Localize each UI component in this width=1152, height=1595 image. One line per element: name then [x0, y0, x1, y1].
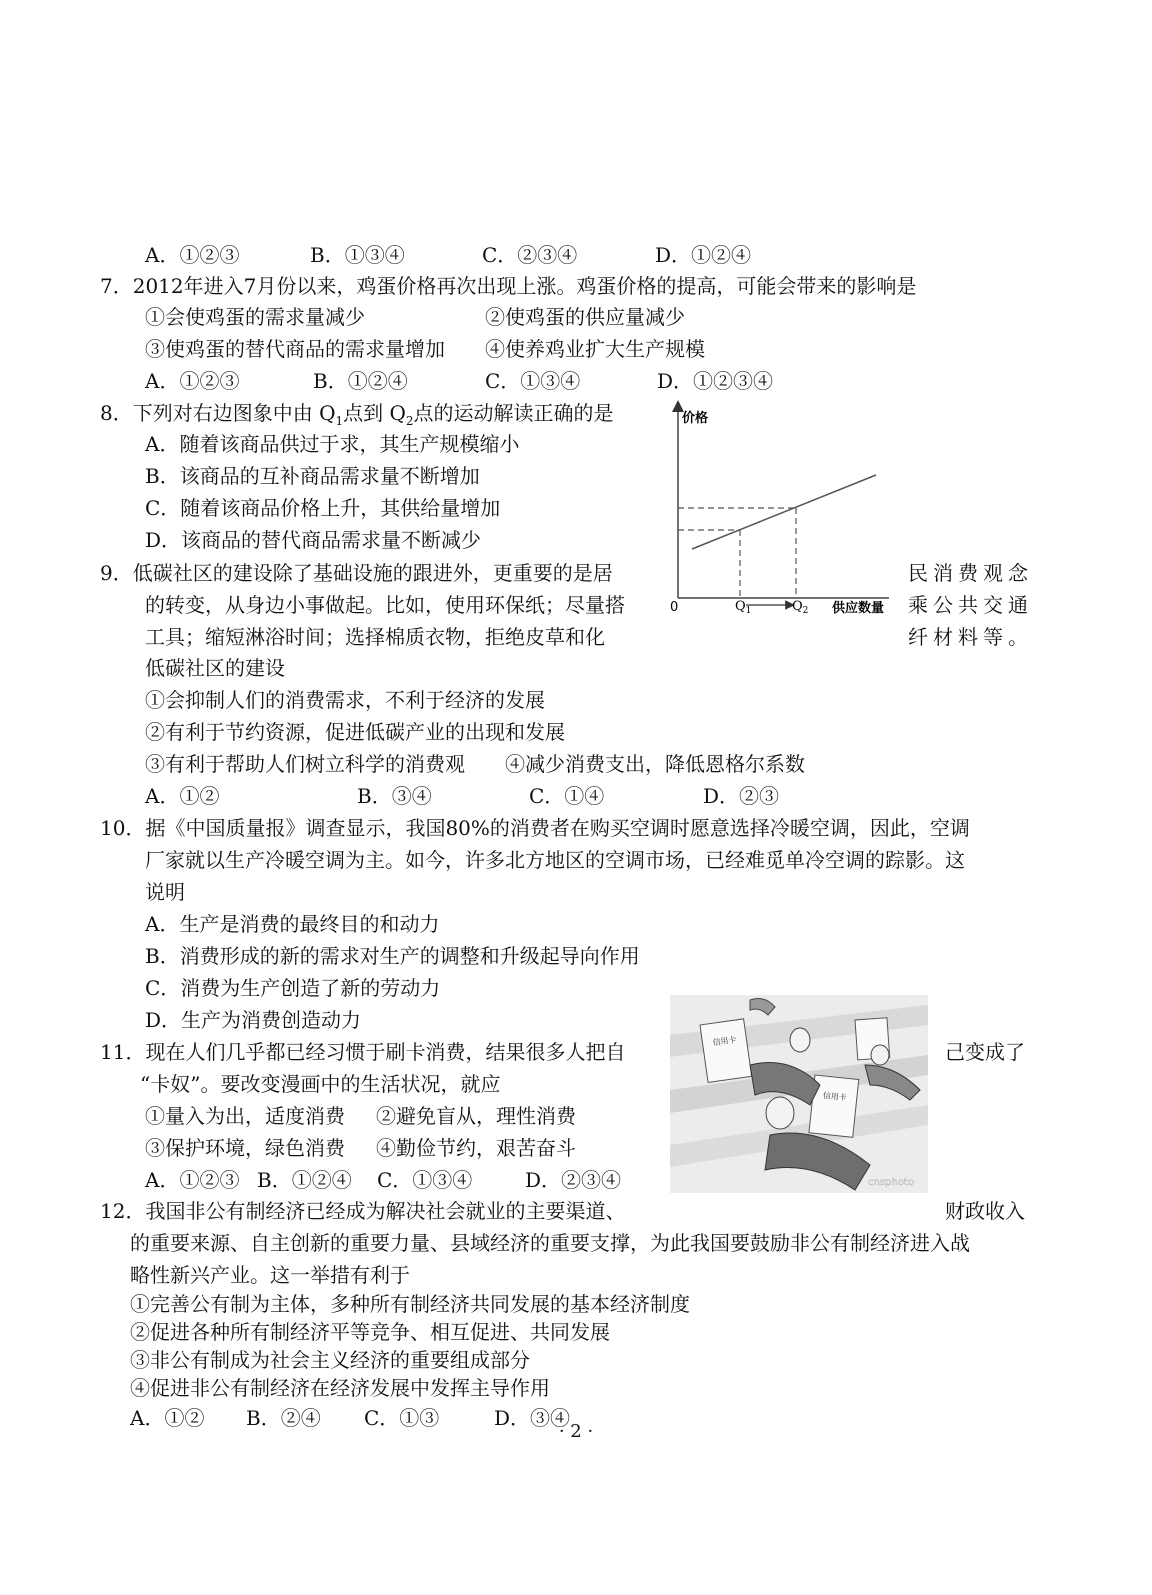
- q12-line-1-right: 财政收入: [945, 1199, 1025, 1223]
- q11-option-c: C．①③④: [377, 1168, 473, 1192]
- svg-text:信用卡: 信用卡: [711, 1035, 738, 1048]
- y-axis-label: 价格: [682, 411, 709, 426]
- supply-curve: [692, 475, 876, 549]
- q12-statement-1: ①完善公有制为主体，多种所有制经济共同发展的基本经济制度: [130, 1292, 690, 1316]
- origin-label: 0: [670, 600, 679, 615]
- cartoon-drawing: [670, 995, 928, 1193]
- q9-option-d: D．②③: [703, 784, 780, 808]
- q7-stem: 7．2012年进入7月份以来，鸡蛋价格再次出现上涨。鸡蛋价格的提高，可能会带来的影响是: [100, 274, 917, 298]
- q10-line-2: 厂家就以生产冷暖空调为主。如今，许多北方地区的空调市场，已经难觅单冷空调的踪影。这: [145, 848, 965, 872]
- q7-statement-2: ②使鸡蛋的供应量减少: [485, 305, 685, 329]
- q8-option-a: A．随着该商品供过于求，其生产规模缩小: [145, 432, 520, 456]
- q7-option-b: B．①②④: [313, 369, 408, 393]
- q11-statement-2: ②避免盲从，理性消费: [376, 1104, 576, 1128]
- q2-label: $Q_2$: [792, 599, 809, 616]
- q10-line-3: 说明: [145, 880, 185, 904]
- q12-statement-3: ③非公有制成为社会主义经济的重要组成部分: [130, 1348, 530, 1372]
- q6-options: [145, 241, 751, 269]
- q11-line-1-left: 11．现在人们几乎都已经习惯于刷卡消费，结果很多人把自: [100, 1040, 626, 1064]
- q6-option-a: A．①②③: [145, 243, 240, 267]
- q8-option-d: D．该商品的替代商品需求量不断减少: [145, 528, 482, 552]
- q9-line-4: 低碳社区的建设: [145, 656, 285, 680]
- q10-line-1: 10．据《中国质量报》调查显示，我国80%的消费者在购买空调时愿意选择冷暖空调，因此，空调: [100, 816, 970, 840]
- q7-option-a: A．①②③: [145, 369, 240, 393]
- q9-option-b: B．③④: [357, 784, 432, 808]
- q12-option-b: B．②④: [246, 1406, 321, 1430]
- q1-label: $Q_1$: [735, 599, 752, 616]
- q7-option-d: D．①②③④: [657, 369, 774, 393]
- q7-option-c: C．①③④: [485, 369, 581, 393]
- q10-option-c: C．消费为生产创造了新的劳动力: [145, 976, 441, 1000]
- q9-option-c: C．①④: [529, 784, 605, 808]
- q9-statement-3: ③有利于帮助人们树立科学的消费观: [145, 752, 465, 776]
- q8-option-c: C．随着该商品价格上升，其供给量增加: [145, 496, 501, 520]
- q9-line-2-left: 的转变，从身边小事做起。比如，使用环保纸；尽量搭: [145, 593, 625, 617]
- q6-option-c: C．②③④: [482, 243, 578, 267]
- q11-statement-4: ④勤俭节约，艰苦奋斗: [376, 1136, 576, 1160]
- q6-option-b: B．①③④: [310, 243, 405, 267]
- q11-statement-1: ①量入为出，适度消费: [145, 1104, 345, 1128]
- q6-option-d: D．①②④: [655, 243, 752, 267]
- x-axis-label: 供应数量: [832, 601, 885, 616]
- q11-option-a: A．①②③: [145, 1168, 240, 1192]
- cartoon-watermark: cnsphoto: [868, 1177, 914, 1188]
- q11-statement-3: ③保护环境，绿色消费: [145, 1136, 345, 1160]
- q11-options: [145, 1166, 621, 1194]
- page-number: · 2 ·: [558, 1421, 594, 1442]
- q9-line-3-right: 纤材料等。: [908, 625, 1033, 649]
- q9-statement-1: ①会抑制人们的消费需求，不利于经济的发展: [145, 688, 545, 712]
- q12-line-3: 略性新兴产业。这一举措有利于: [130, 1263, 410, 1287]
- q8-stem-part-1: 8．下列对右边图象中由 Q: [100, 401, 336, 425]
- q11-line-1-right: 己变成了: [945, 1040, 1025, 1064]
- q7-options: [145, 367, 773, 395]
- q10-option-a: A．生产是消费的最终目的和动力: [145, 912, 440, 936]
- q9-statement-4: ④减少消费支出，降低恩格尔系数: [505, 752, 805, 776]
- q9-line-1-right: 民消费观念: [908, 561, 1033, 585]
- q12-line-2: 的重要来源、自主创新的重要力量、县域经济的重要支撑，为此我国要鼓励非公有制经济进入战: [130, 1231, 970, 1255]
- q11-line-2: “卡奴”。要改变漫画中的生活状况，就应: [140, 1072, 501, 1096]
- q8-stem-sub-1: 1: [335, 414, 344, 428]
- q7-statement-3: ③使鸡蛋的替代商品的需求量增加: [145, 337, 445, 361]
- q7-statement-1: ①会使鸡蛋的需求量减少: [145, 305, 365, 329]
- q11-option-b: B．①②④: [257, 1168, 352, 1192]
- q9-line-3-left: 工具；缩短淋浴时间；选择棉质衣物，拒绝皮草和化: [145, 625, 605, 649]
- q12-option-c: C．①③: [364, 1406, 440, 1430]
- q7-statement-4: ④使养鸡业扩大生产规模: [485, 337, 705, 361]
- q9-statement-2: ②有利于节约资源，促进低碳产业的出现和发展: [145, 720, 565, 744]
- q8-stem-sub-2: 2: [405, 414, 414, 428]
- svg-text:信用卡: 信用卡: [822, 1090, 848, 1103]
- q9-options: [145, 782, 779, 810]
- q12-option-d: D．③④: [494, 1406, 571, 1430]
- q8-stem-part-3: 点的运动解读正确的是: [413, 401, 614, 425]
- q9-option-a: A．①②: [145, 784, 220, 808]
- supply-graph: [664, 398, 904, 618]
- credit-card-cartoon: [670, 995, 928, 1193]
- q9-line-2-right: 乘公共交通: [908, 593, 1033, 617]
- q12-line-1-left: 12．我国非公有制经济已经成为解决社会就业的主要渠道、: [100, 1199, 626, 1223]
- q11-option-d: D．②③④: [525, 1168, 622, 1192]
- q12-option-a: A．①②: [130, 1406, 205, 1430]
- q9-line-1-left: 9．低碳社区的建设除了基础设施的跟进外，更重要的是居: [100, 561, 613, 585]
- q10-option-d: D．生产为消费创造动力: [145, 1008, 362, 1032]
- q8-stem-part-2: 点到 Q: [343, 401, 406, 425]
- q12-statement-2: ②促进各种所有制经济平等竞争、相互促进、共同发展: [130, 1320, 610, 1344]
- q10-option-b: B．消费形成的新的需求对生产的调整和升级起导向作用: [145, 944, 640, 968]
- q12-statement-4: ④促进非公有制经济在经济发展中发挥主导作用: [130, 1376, 550, 1400]
- q8-option-b: B．该商品的互补商品需求量不断增加: [145, 464, 480, 488]
